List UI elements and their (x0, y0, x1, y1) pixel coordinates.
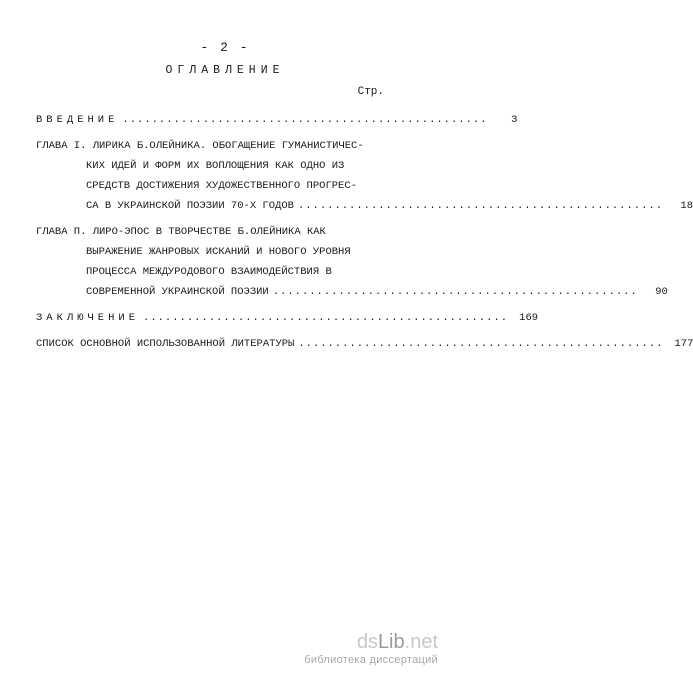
toc-page-number: 177 (674, 338, 693, 350)
toc-entry-chapter-1 (36, 136, 693, 216)
toc-entry-line: ПРОЦЕССА МЕЖДУРОДОВОГО ВЗАИМОДЕЙСТВИЯ В (86, 266, 332, 278)
toc-entry-line: КИХ ИДЕЙ И ФОРМ ИХ ВОПЛОЩЕНИЯ КАК ОДНО ИЗ (86, 160, 345, 172)
leader-dots: .................................................. (143, 312, 509, 324)
leader-dots: .................................................. (122, 114, 488, 126)
leader-dots: .................................................. (297, 200, 663, 212)
toc-page-number: 3 (511, 114, 518, 126)
toc-entry-introduction (36, 110, 518, 130)
toc-page-number: 90 (655, 286, 668, 298)
toc-entry-line: ГЛАВА I. ЛИРИКА Б.ОЛЕЙНИКА. ОБОГАЩЕНИЕ ГУМАНИСТИЧЕС- (36, 140, 364, 152)
toc-entry-conclusion (36, 308, 539, 328)
toc-entry-line: СРЕДСТВ ДОСТИЖЕНИЯ ХУДОЖЕСТВЕННОГО ПРОГРЕС- (86, 180, 357, 192)
watermark-logo: dsLib.net (356, 631, 438, 653)
table-of-contents (36, 110, 693, 360)
toc-page-number: 18 (680, 200, 693, 212)
page-number: - 2 - (200, 40, 250, 55)
page-column-label: Стр. (357, 86, 384, 98)
toc-entry-line: СА В УКРАИНСКОЙ ПОЭЗИИ 70-Х ГОДОВ (86, 200, 294, 212)
leader-dots: .................................................. (272, 286, 638, 298)
toc-entry-line: ГЛАВА П. ЛИРО-ЭПОС В ТВОРЧЕСТВЕ Б.ОЛЕЙНИКА КАК (36, 226, 326, 238)
watermark-subtitle: библиотека диссертаций (304, 654, 438, 666)
toc-entry-bibliography (36, 334, 693, 354)
leader-dots: .................................................. (298, 338, 664, 350)
toc-entry-line: ВЫРАЖЕНИЕ ЖАНРОВЫХ ИСКАНИЙ И НОВОГО УРОВНЯ (86, 246, 351, 258)
page-title: ОГЛАВЛЕНИЕ (165, 64, 285, 77)
toc-entry-title: ВВЕДЕНИЕ (36, 114, 119, 126)
toc-entry-title: СПИСОК ОСНОВНОЙ ИСПОЛЬЗОВАННОЙ ЛИТЕРАТУРЫ (36, 338, 295, 350)
toc-page-number: 169 (519, 312, 539, 324)
toc-entry-chapter-2 (36, 222, 668, 302)
dslib-watermark (304, 631, 438, 667)
toc-entry-title: ЗАКЛЮЧЕНИЕ (36, 312, 140, 324)
toc-entry-line: СОВРЕМЕННОЙ УКРАИНСКОЙ ПОЭЗИИ (86, 286, 269, 298)
